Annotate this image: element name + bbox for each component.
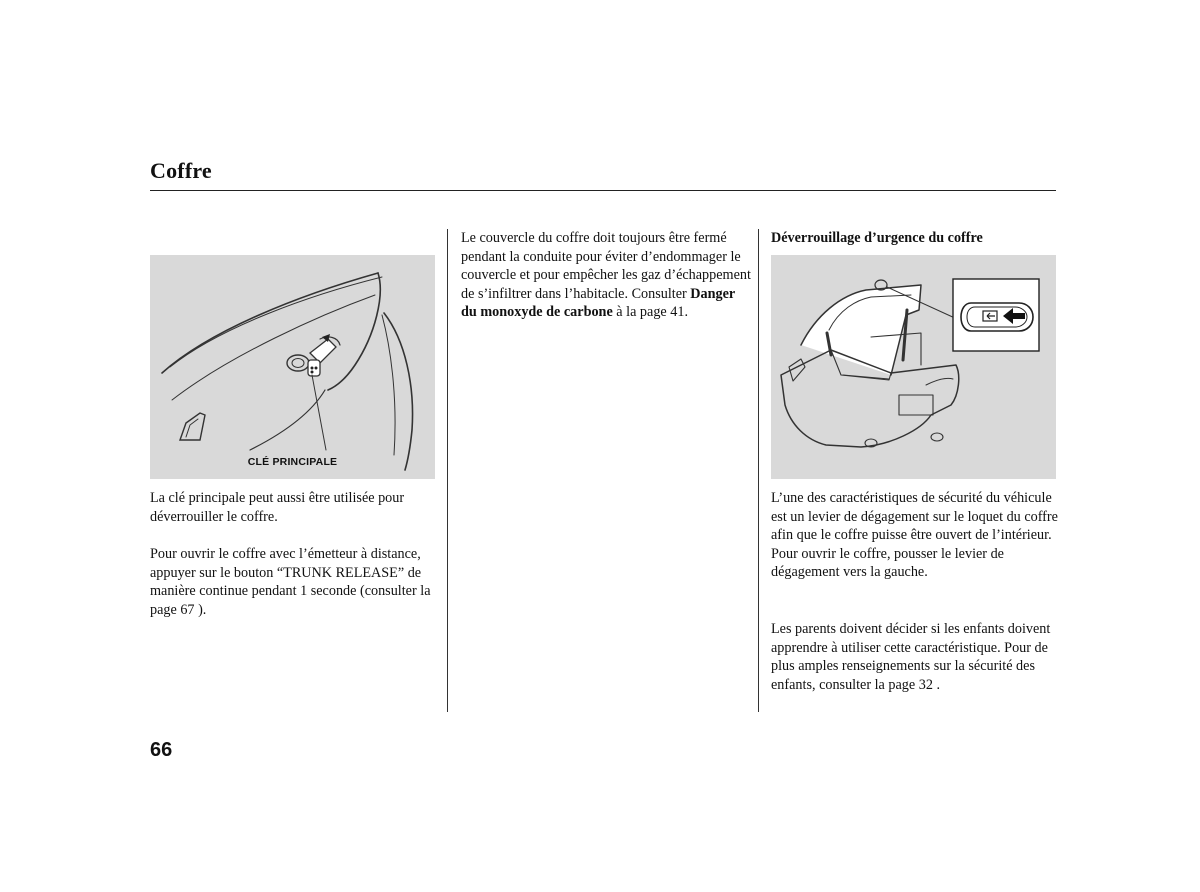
column-divider-left bbox=[447, 229, 448, 712]
warning-text: Le couvercle du coffre doit toujours être fermé pendant la conduite pour éviter d’endommager le couvercle et pour empêcher les gaz d’échappement de s’infiltrer dans l’habitacle. Consulter bbox=[461, 230, 751, 302]
trunk-keyhole-illustration-icon bbox=[150, 255, 435, 479]
figure-label: CLÉ PRINCIPALE bbox=[247, 456, 338, 468]
title-divider bbox=[150, 190, 1056, 191]
column-divider-right bbox=[758, 229, 759, 712]
page-number: 66 bbox=[150, 739, 173, 761]
page-title: Coffre bbox=[150, 158, 212, 183]
trunk-release-lever-illustration-icon bbox=[771, 255, 1056, 479]
paragraph-release-lever: L’une des caractéristiques de sécurité du véhicule est un levier de dégagement sur le loquet du coffre afin que le coffre puisse être ouvert de l’intérieur. Pour ouvrir le coffre, pousser le levier de dégagement vers la gauche. bbox=[771, 490, 1058, 580]
paragraph-remote-release: Pour ouvrir le coffre avec l’émetteur à distance, appuyer sur le bouton “TRUNK RELEASE” de manière continue pendant 1 seconde (consulter la page 67 ). bbox=[150, 546, 431, 618]
carbon-monoxide-reference: Danger du monoxyde de carbone bbox=[461, 285, 735, 320]
figure-main-key bbox=[150, 255, 435, 479]
paragraph-main-key: La clé principale peut aussi être utilisée pour déverrouiller le coffre. bbox=[150, 490, 405, 525]
paragraph-trunk-warning bbox=[461, 229, 751, 322]
figure-trunk-release bbox=[771, 255, 1056, 479]
page-reference-text: à la page 41. bbox=[612, 304, 688, 320]
section-heading-emergency-release: Déverrouillage d’urgence du coffre bbox=[771, 230, 983, 246]
paragraph-child-safety: Les parents doivent décider si les enfants doivent apprendre à utiliser cette caractéristique. Pour de plus amples renseignements sur la sécurité des enfants, consulter la page 32 . bbox=[771, 621, 1051, 693]
